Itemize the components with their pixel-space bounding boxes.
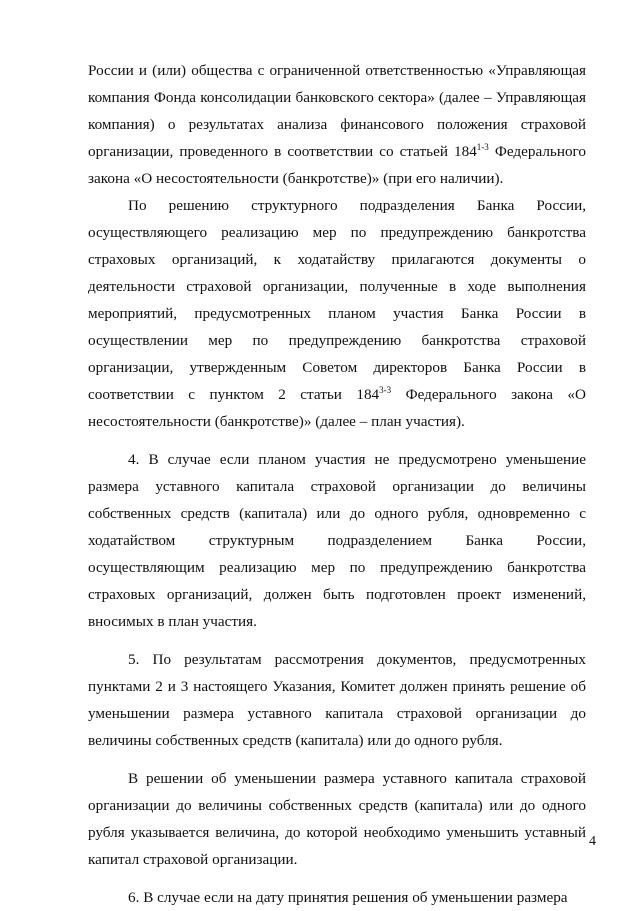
paragraph-clause-4 [88, 446, 586, 635]
paragraph-text: В решении об уменьшении размера уставного капитала страховой организации до величины собственных средств (капитала) или до одного рубля указывается величина, до которой необходимо уменьшить уставный капитал страховой организации. [88, 770, 586, 868]
paragraph-text: Федерального закона «О несостоятельности (банкротстве)» (при его наличии). [88, 143, 586, 187]
superscript: 3-3 [379, 385, 392, 395]
paragraph-text: России и (или) общества с ограниченной ответственностью «Управляющая компания Фонда консолидации банковского сектора» (далее – Управляющая компания) о результатах анализа финансового положения страховой организации, проведенного в соответствии со статьей 184 [88, 62, 586, 160]
superscript: 1-3 [476, 142, 489, 152]
paragraph-attachments [88, 192, 586, 435]
paragraph-text: По решению структурного подразделения Банка России, осуществляющего реализацию мер по предупреждению банкротства страховых организаций, к ходатайству прилагаются документы о деятельности страховой организации, полученные в ходе выполнения мероприятий, предусмотренных планом участия Банка России в осуществлении мер по предупреждению банкротства страховой организации, утвержденным Советом директоров Банка России в соответствии с пунктом 2 статьи 184 [88, 197, 586, 403]
paragraph-clause-5 [88, 646, 586, 754]
document-body [88, 57, 586, 911]
paragraph-decision [88, 765, 586, 873]
paragraph-continuation [88, 57, 586, 192]
page-number: 4 [589, 834, 596, 849]
paragraph-text: 4. В случае если планом участия не предусмотрено уменьшение размера уставного капитала страховой организации до величины собственных средств (капитала) или до одного рубля, одновременно с ходатайством структурным подразделением Банка России, осуществляющим реализацию мер по предупреждению банкротства страховых организаций, должен быть подготовлен проект изменений, вносимых в план участия. [88, 451, 586, 630]
paragraph-clause-6 [88, 884, 586, 911]
paragraph-text: 5. По результатам рассмотрения документов, предусмотренных пунктами 2 и 3 настоящего Указания, Комитет должен принять решение об уменьшении размера уставного капитала страховой организации до величины собственных средств (капитала) или до одного рубля. [88, 651, 586, 749]
paragraph-text: 6. В случае если на дату принятия решения об уменьшении размера [128, 889, 568, 906]
paragraph-text: Федерального закона «О несостоятельности (банкротстве)» (далее – план участия). [88, 386, 586, 430]
